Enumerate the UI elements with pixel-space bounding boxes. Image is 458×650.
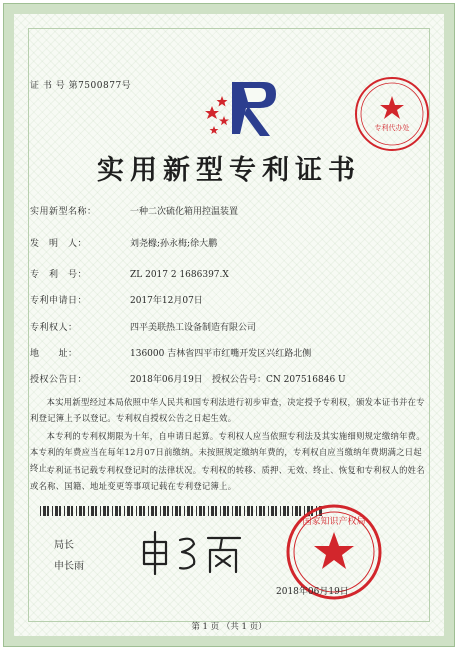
barcode-bar [239, 506, 241, 516]
patentee-label: 专利权人： [30, 323, 78, 333]
grant-number-label: 授权公告号： [212, 375, 267, 385]
barcode-bar [139, 506, 142, 516]
barcode-bar [256, 506, 257, 516]
field-grant-number [212, 372, 346, 385]
field-patentee [30, 320, 256, 333]
barcode-bar [52, 506, 53, 516]
barcode-bar [103, 506, 106, 516]
barcode-bar [95, 506, 97, 516]
utility-model-name-label: 实用新型名称： [30, 207, 97, 217]
patent-number: ZL 2017 2 1686397.X [130, 270, 229, 280]
page-number: 第 1 页 （共 1 页） [191, 622, 267, 632]
barcode-bar [191, 506, 193, 516]
barcode-bar [184, 506, 185, 516]
barcode-bar [148, 506, 149, 516]
barcode-bar [251, 506, 253, 516]
barcode-bar [55, 506, 58, 516]
patent-office-logo [202, 76, 284, 142]
barcode-bar [259, 506, 262, 516]
barcode-bar [127, 506, 130, 516]
barcode-bar [59, 506, 61, 516]
barcode-bar [160, 506, 161, 516]
barcode-bar [179, 506, 181, 516]
barcode [40, 506, 322, 516]
barcode-bar [244, 506, 245, 516]
paragraph-term: 本专利的专利权期限为十年，自申请日起算。专利权人应当依照专利法及其实施细则规定缴纳年费。本专利的年费应当在每年12月07日前缴纳。未按照规定缴纳年费的，专利权自应当缴纳年费期满之日起终止。 [30, 431, 425, 473]
barcode-bar [263, 506, 265, 516]
patent-number-label: 专 利 号： [30, 270, 88, 280]
agency-seal [352, 74, 432, 154]
barcode-bar [76, 506, 77, 516]
inventor: 刘尧橼;孙永梅;徐大鹏 [130, 239, 218, 249]
barcode-bar [271, 506, 274, 516]
barcode-bar [119, 506, 121, 516]
barcode-bar [71, 506, 73, 516]
barcode-bar [88, 506, 89, 516]
address: 136000 吉林省四平市红嘴开发区兴红路北侧 [130, 349, 312, 359]
field-filing-date [30, 293, 203, 306]
barcode-bar [235, 506, 238, 516]
barcode-bar [280, 506, 281, 516]
barcode-bar [215, 506, 217, 516]
filing-date: 2017年12月07日 [130, 296, 203, 306]
address-label: 地 址： [30, 349, 78, 359]
barcode-bar [196, 506, 197, 516]
barcode-bar [163, 506, 166, 516]
barcode-bar [64, 506, 65, 516]
certificate-number: 证 书 号 第7500877号 [30, 81, 132, 91]
barcode-bar [199, 506, 202, 516]
grant-date-label: 授权公告日： [30, 375, 88, 385]
barcode-bar [112, 506, 113, 516]
patentee: 四平美联热工设备制造有限公司 [130, 323, 257, 333]
barcode-bar [220, 506, 221, 516]
grant-number: CN 207516846 U [266, 375, 346, 385]
barcode-bar [211, 506, 214, 516]
director-name-label: 申长雨 [54, 561, 84, 572]
utility-model-name: 一种二次硫化箱用控温装置 [130, 207, 239, 217]
barcode-bar [247, 506, 250, 516]
barcode-bar [167, 506, 169, 516]
certificate [4, 4, 454, 646]
field-patent-number [30, 267, 229, 280]
barcode-bar [100, 506, 101, 516]
field-inventor [30, 236, 217, 249]
barcode-bar [268, 506, 269, 516]
svg-text:专利代办处: 专利代办处 [374, 124, 410, 132]
seal-date: 2018年06月19日 [276, 587, 349, 597]
barcode-bar [136, 506, 137, 516]
barcode-bar [67, 506, 70, 516]
barcode-bar [172, 506, 173, 516]
barcode-bar [275, 506, 277, 516]
barcode-bar [124, 506, 125, 516]
field-address [30, 346, 311, 359]
barcode-bar [83, 506, 85, 516]
field-grant-date [30, 372, 203, 385]
barcode-bar [203, 506, 205, 516]
certificate-title: 实用新型专利证书 [97, 155, 361, 186]
barcode-bar [155, 506, 157, 516]
grant-date: 2018年06月19日 [130, 375, 203, 385]
barcode-bar [223, 506, 226, 516]
director-title-label: 局长 [54, 540, 74, 551]
paragraph-records: 专利证书记载专利权登记时的法律状况。专利权的转移、质押、无效、终止、恢复和专利权人的姓名或名称、国籍、地址变更等事项记载在专利登记簿上。 [30, 465, 425, 491]
director-signature [136, 528, 246, 576]
filing-date-label: 专利申请日： [30, 296, 88, 306]
svg-text:国家知识产权局: 国家知识产权局 [302, 517, 366, 527]
barcode-bar [151, 506, 154, 516]
barcode-bar [91, 506, 94, 516]
barcode-bar [79, 506, 82, 516]
inventor-label: 发 明 人： [30, 239, 88, 249]
barcode-bar [107, 506, 109, 516]
barcode-bar [131, 506, 133, 516]
barcode-bar [43, 506, 46, 516]
barcode-bar [47, 506, 49, 516]
barcode-bar [208, 506, 209, 516]
barcode-bar [40, 506, 41, 516]
barcode-bar [175, 506, 178, 516]
paragraph-grant: 本实用新型经过本局依照中华人民共和国专利法进行初步审查，决定授予专利权，颁发本证书并在专利登记簿上予以登记。专利权自授权公告之日起生效。 [30, 397, 425, 423]
barcode-bar [232, 506, 233, 516]
barcode-bar [227, 506, 229, 516]
barcode-bar [187, 506, 190, 516]
barcode-bar [115, 506, 118, 516]
barcode-bar [143, 506, 145, 516]
field-utility-model-name [30, 204, 238, 217]
